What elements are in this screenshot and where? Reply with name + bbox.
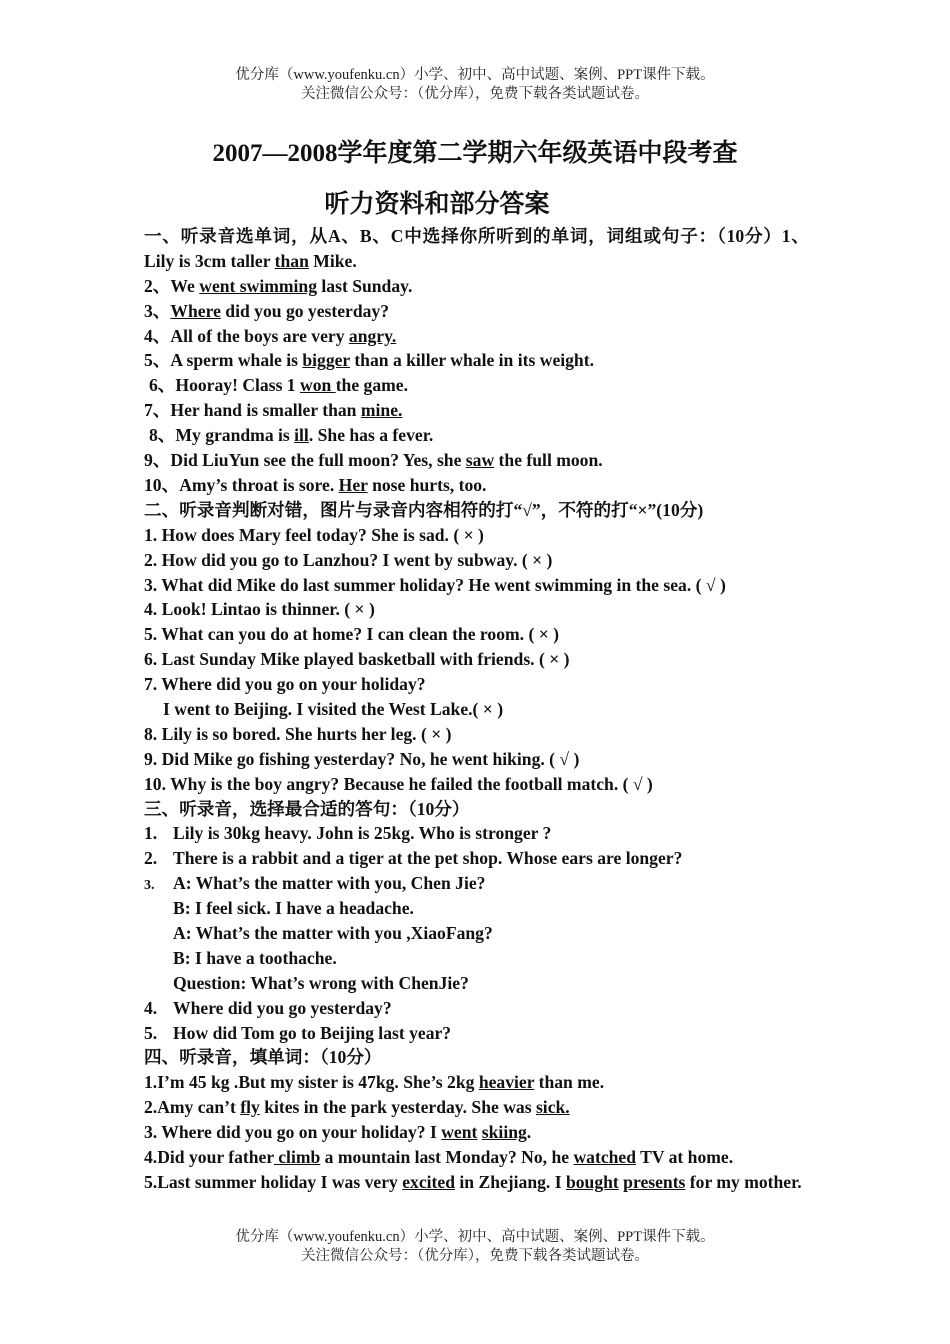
part1-item-8: 8、My grandma is ill. She has a fever. [149,425,434,446]
answer: angry. [348,325,397,346]
part1-block [144,224,809,274]
document-title: 2007—2008学年度第二学期六年级英语中段考查 [212,140,738,167]
part3-question-4: 4. Where did you go yesterday? [144,997,392,1018]
part2-item: 3. What did Mike do last summer holiday? He went swimming in the sea. ( √ ) [144,574,726,595]
footer-line-2: 关注微信公众号：（优分库），免费下载各类试题试卷。 [301,1248,649,1264]
part1-item-4: 4、All of the boys are very angry. [144,325,397,346]
part2-item: 1. How does Mary feel today? She is sad. ( × ) [144,524,484,545]
part2-item: 2. How did you go to Lanzhou? I went by subway. ( × ) [144,549,553,570]
part1-item-10: 10、Amy’s throat is sore. Her nose hurts, too. [144,474,487,495]
answer: ill [294,425,309,446]
part1-item-6: 6、Hooray! Class 1 won the game. [149,375,409,396]
answer: fly [240,1097,260,1118]
answer: excited [402,1171,455,1192]
document-body [144,224,809,1195]
dialogue-question: Question: What’s wrong with ChenJie? [173,972,469,993]
part2-item: 9. Did Mike go fishing yesterday? No, he went hiking. ( √ ) [144,748,580,769]
part1-heading: 一、听录音选单词，从A、B、C中选择你所听到的单词，词组或句子：（10分） [144,226,782,246]
document-subtitle: 听力资料和部分答案 [324,191,550,218]
answer: bigger [302,350,350,371]
part4-item-2: 2.Amy can’t fly kites in the park yesterday. She was sick. [144,1097,570,1118]
answer: sick. [535,1097,570,1118]
dialogue-line: B: I have a toothache. [173,947,337,968]
part1-item-7: 7、Her hand is smaller than mine. [144,400,403,421]
answer: went swimming [199,275,318,296]
answer: skiing [481,1122,527,1143]
page-header [0,66,950,104]
part2-item: 10. Why is the boy angry? Because he failed the football match. ( √ ) [144,773,653,794]
part4-item-1: 1.I’m 45 kg .But my sister is 47kg. She’s 2kg heavier than me. [144,1072,605,1093]
part1-item-5: 5、A sperm whale is bigger than a killer whale in its weight. [144,350,594,371]
dialogue-line: B: I feel sick. I have a headache. [173,898,414,919]
answer: Where [170,300,221,321]
part2-heading: 二、听录音判断对错，图片与录音内容相符的打“√”，不符的打“×”(10分) [144,499,704,520]
answer: than [274,250,309,271]
answer: watched [573,1146,637,1167]
part4-heading: 四、听录音，填单词：（10分） [144,1047,382,1068]
part2-item-continued: I went to Beijing. I visited the West Lake.( × ) [163,698,504,719]
answer: went [441,1122,478,1143]
part3-question-5: 5. How did Tom go to Beijing last year? [144,1022,452,1043]
part2-item: 7. Where did you go on your holiday? [144,674,426,695]
answer: won [300,375,336,396]
part1-item-3: 3、Where did you go yesterday? [144,300,390,321]
footer-line-1: 优分库（www.youfenku.cn）小学、初中、高中试题、案例、PPT课件下载。 [235,1229,715,1245]
header-line-1: 优分库（www.youfenku.cn）小学、初中、高中试题、案例、PPT课件下载。 [235,67,715,83]
part3-question-2: 2. There is a rabbit and a tiger at the pet shop. Whose ears are longer? [144,848,683,869]
answer: climb [273,1146,321,1167]
answer: saw [465,450,495,471]
part1-item-1: 1、Lily is 3cm taller than Mike. [144,226,809,271]
part2-item: 4. Look! Lintao is thinner. ( × ) [144,599,375,620]
part1-item-9: 9、Did LiuYun see the full moon? Yes, she saw the full moon. [144,450,603,471]
header-line-2: 关注微信公众号：（优分库），免费下载各类试题试卷。 [301,86,649,102]
part1-item-2: 2、We went swimming last Sunday. [144,275,413,296]
part4-item-3: 3. Where did you go on your holiday? I went skiing. [144,1122,532,1143]
part4-item-5: 5.Last summer holiday I was very excited in Zhejiang. I bought presents for my mother. [144,1171,802,1192]
part3-heading: 三、听录音，选择最合适的答句：（10分） [144,798,470,819]
answer: presents [623,1171,686,1192]
answer: Her [338,474,368,495]
part2-item: 6. Last Sunday Mike played basketball with friends. ( × ) [144,649,570,670]
answer: mine. [360,400,403,421]
part3-question-1: 1. Lily is 30kg heavy. John is 25kg. Who is stronger ? [144,823,552,844]
answer: bought [565,1171,619,1192]
dialogue-line: A: What’s the matter with you ,XiaoFang? [173,922,493,943]
part2-item: 8. Lily is so bored. She hurts her leg. ( × ) [144,723,452,744]
part3-question-3: 3. A: What’s the matter with you, Chen Jie? [144,873,486,894]
page-footer [0,1228,950,1266]
part2-item: 5. What can you do at home? I can clean the room. ( × ) [144,624,559,645]
answer: heavier [478,1072,535,1093]
part4-item-4: 4.Did your father climb a mountain last Monday? No, he watched TV at home. [144,1146,734,1167]
